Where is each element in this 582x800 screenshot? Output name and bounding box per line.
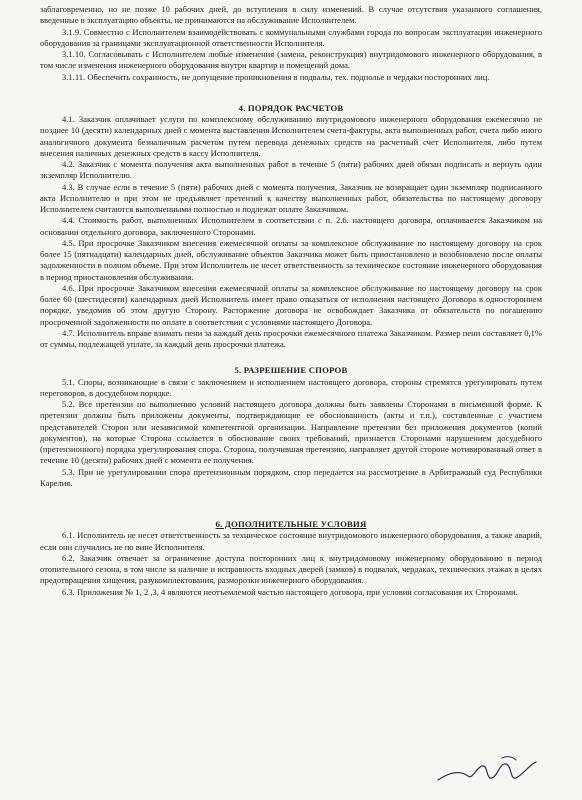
spacer	[40, 350, 542, 365]
spacer	[40, 83, 542, 103]
section-paragraph: 6.2. Заказчик отвечает за ограничение доступа посторонних лиц к внутридомовому инженерному оборудованию в период отопительного сезона, в том числе за наличие и исправность входных дверей (замков) в подвалах, чердаках, технических этажах в целях предотвращения хищения, разукомплектования, разморозки инженерного оборудования.	[40, 552, 542, 586]
section-heading-additional: 6. ДОПОЛНИТЕЛЬНЫЕ УСЛОВИЯ	[215, 519, 367, 529]
section-paragraph: 4.3. В случае если в течение 5 (пяти) рабочих дней с момента получения, Заказчик не возвращает один экземпляр подписанного акта Исполнителю и при этом не предъявляет претензий к качеству выполненных работ, обязательства по настоящему договору Исполнителем считаются выполненными полностью и подлежат оплате Заказчиком.	[40, 181, 542, 214]
section-paragraph: 4.1. Заказчик оплачивает услуги по комплексному обслуживанию внутридомового инженерного оборудования ежемесячно не позднее 10 (десяти) календарных дней с момента выставления Исполнителем счета-фактуры, акта выполненных работ, счета либо иного аналогичного документа безналичным расчетом путем перевода денежных средств на расчетный счет Исполнителя, либо путем внесения наличных денежных средств в кассу Исполнителя.	[40, 114, 542, 158]
intro-paragraph: 3.1.10. Согласовывать с Исполнителем любые изменения (замена, реконструкция) внутридомового инженерного оборудования, в том числе изменения инженерного оборудования внутри квартир и помещений дома.	[40, 49, 542, 71]
section-heading-payments: 4. ПОРЯДОК РАСЧЕТОВ	[238, 102, 344, 113]
section-paragraph: 5.2. Все претензии по выполнению условий настоящего договора должны быть заявлены Сторонами в письменной форме. К претензии должны быть приложены документы, подтверждающие ее обоснованность (акты и т.п.), составленные с участием представителей Сторон или независимой компетентной организации. Направление претензии без приложения документов (копий документов), на которые Сторона ссылается в обоснование своих требований, признается Сторонами нарушением досудебного (претензионного) порядка урегулирования спора. Сторона, получившая претензию, направляет другой стороне мотивированный ответ в течение 10 (десяти) рабочих дней с момента ее получения.	[40, 399, 542, 466]
section-paragraph: 4.4. Стоимость работ, выполненных Исполнителем в соответствии с п. 2.6. настоящего договора, оплачивается Заказчиком на основании отдельного договора, заключенного Сторонами.	[40, 215, 542, 237]
section-paragraph: 6.3. Приложения № 1, 2 ,3, 4 являются неотъемлемой частью настоящего договора, при условии согласования их Сторонами.	[62, 586, 518, 597]
section-paragraph: 4.5. При просрочке Заказчиком внесения ежемесячной оплаты за комплексное обслуживание по настоящему договору на срок более 15 (пятнадцати) календарных дней, обслуживание объектов Заказчика может быть приостановлено и возобновлено после оплаты задолженности в полном объеме. При этом Исполнитель не несет ответственность за техническое состояние инженерного оборудования в период приостановления обслуживания.	[40, 237, 542, 282]
handwritten-signature-icon	[432, 750, 542, 790]
spacer	[40, 489, 542, 519]
section-paragraph: 4.2. Заказчик с момента получения акта выполненных работ в течение 5 (пяти) рабочих дней обязан подписать и вернуть один экземпляр Исполнителю.	[40, 159, 542, 181]
section-heading-disputes: 5. РАЗРЕШЕНИЕ СПОРОВ	[234, 365, 348, 376]
section-paragraph: 4.6. При просрочке Заказчиком внесения ежемесячной оплаты за комплексное обслуживание по настоящему договору на срок более 60 (шестидесяти) календарных дней Исполнитель имеет право отказаться от исполнения настоящего Договора в одностороннем порядке, уведомив об этом другую Сторону. Расторжение договора не освобождает Заказчика от обязательств по погашению просроченной задолженности по оплате в соответствии с условиями настоящего Договора.	[40, 282, 542, 327]
section-paragraph: 6.1. Исполнитель не несет ответственность за техническое состояние внутридомового инженерного оборудования, а также аварий, если они случились не по вине Исполнителя.	[40, 530, 542, 552]
section-paragraph: 5.3. При не урегулировании спора претензионным порядком, спор передается на рассмотрение в Арбитражный суд Республики Карелия.	[40, 466, 542, 488]
section-paragraph: 4.7. Исполнитель вправе взимать пени за каждый день просрочки ежемесячного платежа Заказчиком. Размер пени составляет 0,1% от суммы, подлежащей уплате, за каждый день просрочки платежа.	[40, 327, 542, 349]
intro-paragraph: 3.1.11. Обеспечить сохранность, не допущение проникновения в подвалы, тех. подполье и чердаки посторонних лиц.	[62, 71, 490, 82]
intro-paragraph: 3.1.9. Совместно с Исполнителем взаимодействовать с коммунальными службами города по вопросам эксплуатации инженерного оборудования за границами эксплуатационной ответственности Исполнителя.	[40, 26, 542, 48]
section-paragraph: 5.1. Споры, возникающие в связи с заключением и исполнением настоящего договора, стороны стремятся урегулировать путем переговоров, в досудебном порядке.	[40, 376, 542, 398]
intro-paragraph: заблаговременно, но не позже 10 рабочих дней, до вступления в силу изменений. В случае отсутствия указанного соглашения, введенные в эксплуатацию объекты, не принимаются на обслуживание Исполнителем.	[40, 4, 542, 26]
